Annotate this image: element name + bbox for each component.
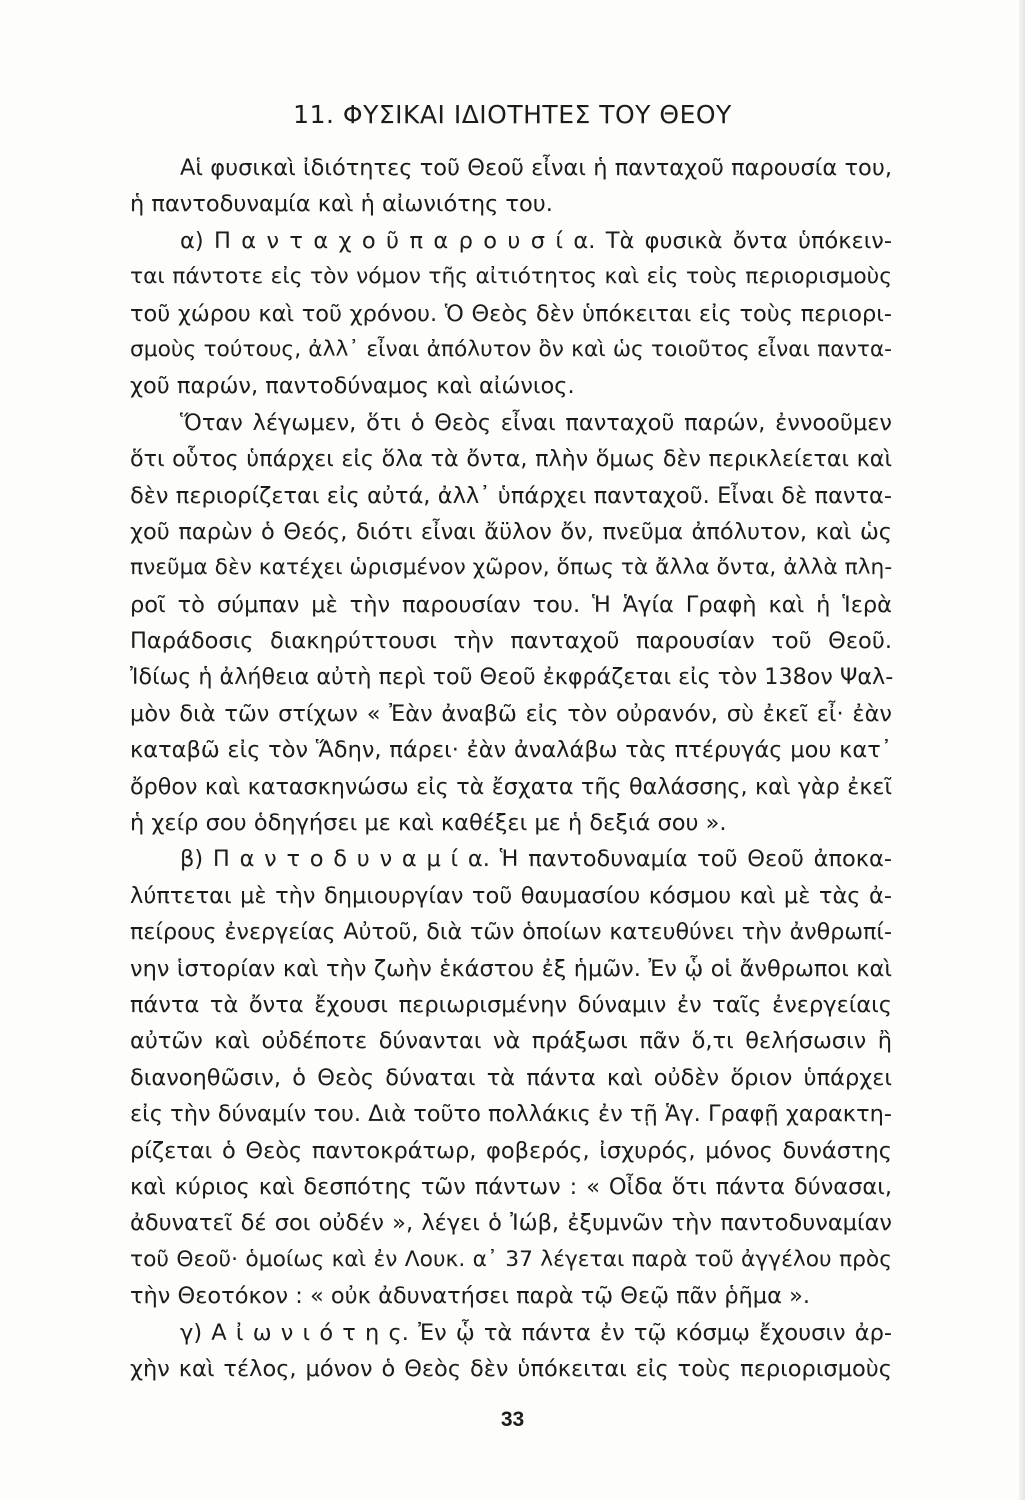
text-line: Παράδοσις διακηρύττουσι τὴν πανταχοῦ παρουσίαν τοῦ Θεοῦ. bbox=[130, 628, 892, 655]
text-line: λύπτεται μὲ τὴν δημιουργίαν τοῦ θαυμασίου κόσμου καὶ μὲ τὰς ἀ- bbox=[130, 882, 892, 909]
text-line: Ὅταν λέγωμεν, ὅτι ὁ Θεὸς εἶναι πανταχοῦ παρών, ἐννοοῦμεν bbox=[180, 409, 892, 436]
section-marker-b: β) bbox=[180, 846, 204, 873]
text-line: δὲν περιορίζεται εἰς αὐτά, ἀλλ᾽ ὑπάρχει πανταχοῦ. Εἶναι δὲ παντα- bbox=[130, 482, 892, 509]
text-line: εἰς τὴν δύναμίν του. Διὰ τοῦτο πολλάκις ἐν τῇ Ἁγ. Γραφῇ χαρακτη- bbox=[130, 1101, 892, 1128]
text-line: καταβῶ εἰς τὸν Ἅδην, πάρει· ἐὰν ἀναλάβω τὰς πτέρυγάς μου κατ᾽ bbox=[130, 737, 892, 764]
text-line: διανοηθῶσιν, ὁ Θεὸς δύναται τὰ πάντα καὶ οὐδὲν ὅριον ὑπάρχει bbox=[130, 1064, 892, 1091]
text-line: νην ἱστορίαν καὶ τὴν ζωὴν ἑκάστου ἐξ ἡμῶν. Ἐν ᾧ οἱ ἄνθρωποι καὶ bbox=[130, 955, 892, 982]
text-line: σμοὺς τούτους, ἀλλ᾽ εἶναι ἀπόλυτον ὂν καὶ ὡς τοιοῦτος εἶναι παντα- bbox=[130, 336, 892, 362]
chapter-number: 11. bbox=[293, 100, 335, 129]
chapter-title: ΦΥΣΙΚΑΙ ΙΔΙΟΤΗΤΕΣ ΤΟΥ ΘΕΟΥ bbox=[342, 100, 732, 129]
text-line: χὴν καὶ τέλος, μόνον ὁ Θεὸς δὲν ὑπόκειται εἰς τοὺς περιορισμοὺς bbox=[130, 1355, 892, 1382]
text-line: πνεῦμα δὲν κατέχει ὡρισμένον χῶρον, ὅπως τὰ ἄλλα ὄντα, ἀλλὰ πλη- bbox=[130, 555, 893, 581]
text-line: ἀδυνατεῖ δέ σοι οὐδέν », λέγει ὁ Ἰώβ, ἐξυμνῶν τὴν παντοδυναμίαν bbox=[130, 1210, 892, 1237]
text-line: πείρους ἐνεργείας Αὐτοῦ, διὰ τῶν ὁποίων κατευθύνει τὴν ἀνθρωπί- bbox=[130, 919, 892, 946]
body-text bbox=[130, 150, 892, 1387]
text-line: μὸν διὰ τῶν στίχων « Ἐὰν ἀναβῶ εἰς τὸν οὐρανόν, σὺ ἐκεῖ εἶ· ἐὰν bbox=[130, 700, 892, 727]
section-marker-a: α) bbox=[180, 227, 204, 254]
text-line: Ἰδίως ἡ ἀλήθεια αὐτὴ περὶ τοῦ Θεοῦ ἐκφράζεται εἰς τὸν 138ον Ψαλ- bbox=[130, 664, 894, 691]
text-line: χοῦ παρών, παντοδύναμος καὶ αἰώνιος. bbox=[130, 373, 575, 400]
chapter-heading bbox=[0, 95, 1025, 135]
section-a-text: Π α ν τ α χ ο ῦ π α ρ ο υ σ ί α. Τὰ φυσικὰ ὄντα ὑπόκειν- bbox=[214, 227, 892, 254]
text-line: τὴν Θεοτόκον : « οὐκ ἀδυνατήσει παρὰ τῷ Θεῷ πᾶν ῥῆμα ». bbox=[130, 1283, 810, 1310]
text-line: ὅτι οὗτος ὑπάρχει εἰς ὅλα τὰ ὄντα, πλὴν ὅμως δὲν περικλείεται καὶ bbox=[130, 446, 892, 473]
text-line: χοῦ παρὼν ὁ Θεός, διότι εἶναι ἄϋλον ὄν, πνεῦμα ἀπόλυτον, καὶ ὡς bbox=[130, 518, 892, 545]
text-line: ἡ παντοδυναμία καὶ ἡ αἰωνιότης του. bbox=[130, 191, 553, 218]
text-line: ἡ χείρ σου ὁδηγήσει με καὶ καθέξει με ἡ δεξιά σου ». bbox=[130, 810, 727, 837]
text-line: τοῦ χώρου καὶ τοῦ χρόνου. Ὁ Θεὸς δὲν ὑπόκειται εἰς τοὺς περιορι- bbox=[130, 300, 892, 327]
section-c-line bbox=[130, 1315, 892, 1351]
text-line: Αἱ φυσικαὶ ἰδιότητες τοῦ Θεοῦ εἶναι ἡ πανταχοῦ παρουσία του, bbox=[180, 155, 892, 181]
text-line: πάντα τὰ ὄντα ἔχουσι περιωρισμένην δύναμιν ἐν ταῖς ἐνεργείαις bbox=[130, 991, 892, 1018]
text-line: αὐτῶν καὶ οὐδέποτε δύνανται νὰ πράξωσι πᾶν ὅ,τι θελήσωσιν ἢ bbox=[130, 1028, 892, 1055]
text-line: ροῖ τὸ σύμπαν μὲ τὴν παρουσίαν του. Ἡ Ἁγία Γραφὴ καὶ ἡ Ἱερὰ bbox=[130, 591, 892, 618]
text-line: ται πάντοτε εἰς τὸν νόμον τῆς αἰτιότητος καὶ εἰς τοὺς περιορισμοὺς bbox=[130, 264, 892, 290]
section-b-text: Π α ν τ ο δ υ ν α μ ί α. Ἡ παντοδυναμία τοῦ Θεοῦ ἀποκα- bbox=[212, 846, 892, 873]
text-line: καὶ κύριος καὶ δεσπότης τῶν πάντων : « Οἶδα ὅτι πάντα δύνασαι, bbox=[130, 1173, 892, 1200]
section-a-line bbox=[130, 223, 892, 259]
section-marker-c: γ) bbox=[180, 1319, 203, 1346]
section-c-text: Α ἰ ω ν ι ό τ η ς. Ἐν ᾧ τὰ πάντα ἐν τῷ κόσμῳ ἔχουσιν ἀρ- bbox=[211, 1319, 892, 1346]
section-b-line bbox=[130, 841, 892, 877]
text-line: τοῦ Θεοῦ· ὁμοίως καὶ ἐν Λουκ. α᾽ 37 λέγεται παρὰ τοῦ ἀγγέλου πρὸς bbox=[130, 1246, 892, 1272]
page-number: 33 bbox=[500, 1408, 525, 1431]
page-edge-shadow bbox=[1019, 0, 1025, 1500]
text-line: ὄρθον καὶ κατασκηνώσω εἰς τὰ ἔσχατα τῆς θαλάσσης, καὶ γὰρ ἐκεῖ bbox=[130, 773, 892, 800]
text-line: ρίζεται ὁ Θεὸς παντοκράτωρ, φοβερός, ἰσχυρός, μόνος δυνάστης bbox=[130, 1137, 892, 1164]
